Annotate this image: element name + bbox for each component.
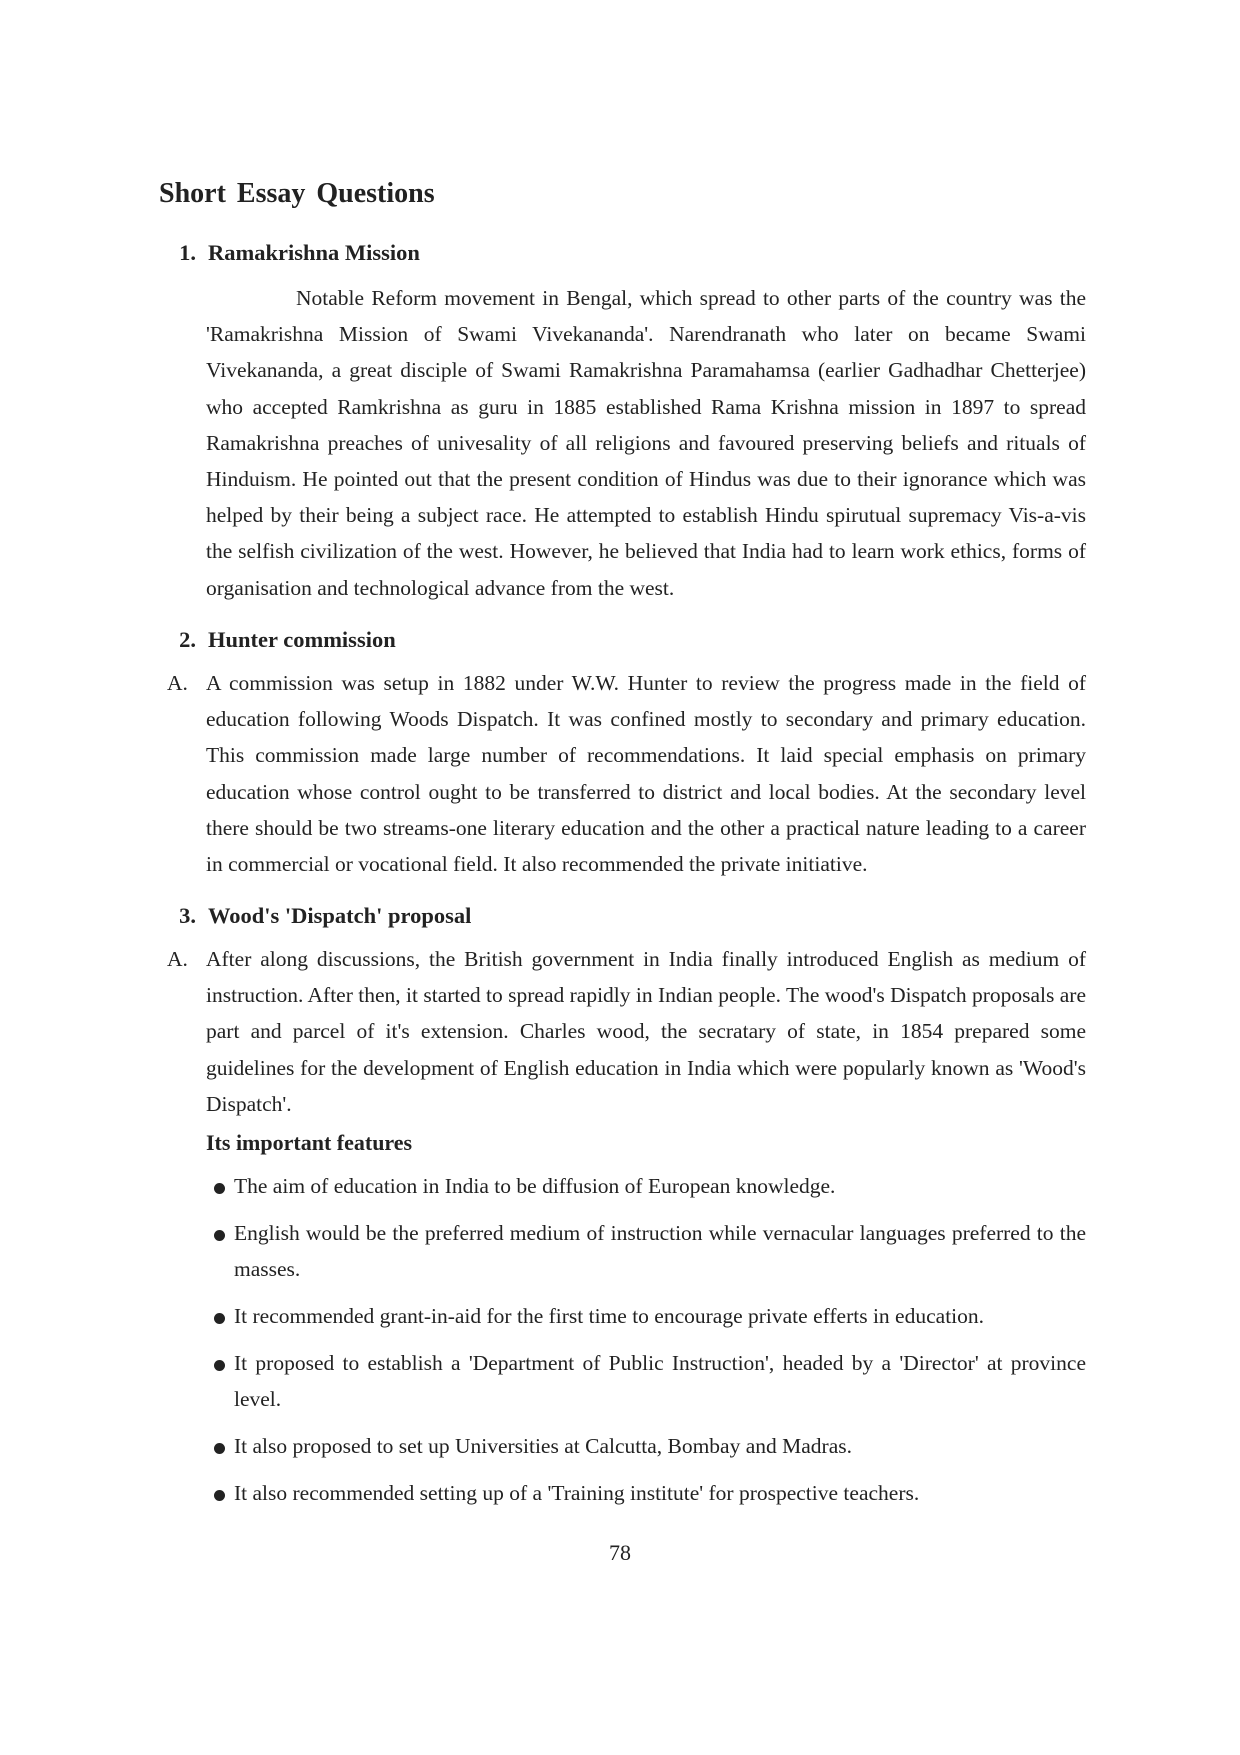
question-1-number: 1. xyxy=(179,240,196,265)
features-list xyxy=(206,1168,1086,1522)
list-item-text: The aim of education in India to be diffusion of European knowledge. xyxy=(234,1174,836,1198)
list-item xyxy=(206,1298,1086,1334)
list-item xyxy=(206,1168,1086,1204)
question-2-number: 2. xyxy=(179,627,196,652)
question-2-title xyxy=(159,627,396,653)
question-3-title-text: Wood's 'Dispatch' proposal xyxy=(208,903,472,928)
list-item xyxy=(206,1475,1086,1511)
question-1-answer: Notable Reform movement in Bengal, which spread to other parts of the country was the 'Ramakrishna Mission of Swami Vivekananda'. Narendranath who later on became Swami Vivekananda, a great disciple of Swami Ramakrishna Paramahamsa (earlier Gadhadhar Chetterjee) who accepted Ramkrishna as guru in 1885 established Rama Krishna mission in 1897 to spread Ramakrishna preaches of univesality of all religions and favoured preserving beliefs and rituals of Hinduism. He pointed out that the present condition of Hindus was due to their ignorance which was helped by their being a subject race. He attempted to establish Hindu spirutual supremacy Vis-a-vis the selfish civilization of the west. However, he believed that India had to learn work ethics, forms of organisation and technological advance from the west. xyxy=(206,286,1086,600)
list-item xyxy=(206,1428,1086,1464)
list-item xyxy=(206,1345,1086,1417)
features-heading: Its important features xyxy=(206,1130,413,1155)
question-2-title-text: Hunter commission xyxy=(208,627,396,652)
list-item-text: It proposed to establish a 'Department of Public Instruction', headed by a 'Director' at province level. xyxy=(234,1351,1086,1411)
question-1-title-text: Ramakrishna Mission xyxy=(208,240,420,265)
bullet-icon xyxy=(214,1443,225,1454)
list-item-text: It recommended grant-in-aid for the first time to encourage private efferts in education. xyxy=(234,1304,985,1328)
bullet-icon xyxy=(214,1490,225,1501)
question-1-title xyxy=(159,240,420,266)
bullet-icon xyxy=(214,1230,225,1241)
bullet-icon xyxy=(214,1183,225,1194)
list-item-text: It also proposed to set up Universities at Calcutta, Bombay and Madras. xyxy=(234,1434,852,1458)
list-item-text: It also recommended setting up of a 'Training institute' for prospective teachers. xyxy=(234,1481,920,1505)
question-3-answer-marker: A. xyxy=(167,947,188,971)
list-item-text: English would be the preferred medium of instruction while vernacular languages preferred to the masses. xyxy=(234,1221,1086,1281)
question-2-answer-marker: A. xyxy=(167,671,188,695)
bullet-icon xyxy=(214,1360,225,1371)
page-number: 78 xyxy=(609,1540,631,1565)
question-2-answer: A commission was setup in 1882 under W.W. Hunter to review the progress made in the field of education following Woods Dispatch. It was confined mostly to secondary and primary education. This commission made large number of recommendations. It laid special emphasis on primary education whose control ought to be transferred to district and local bodies. At the secondary level there should be two streams-one literary education and the other a practical nature leading to a career in commercial or vocational field. It also recommended the private initiative. xyxy=(206,671,1086,877)
section-heading: Short Essay Questions xyxy=(159,178,435,209)
list-item xyxy=(206,1215,1086,1287)
question-3-title xyxy=(159,903,471,929)
question-3-answer: After along discussions, the British government in India finally introduced English as medium of instruction. After then, it started to spread rapidly in Indian people. The wood's Dispatch proposals are part and parcel of it's extension. Charles wood, the secratary of state, in 1854 prepared some guidelines for the development of English education in India which were popularly known as 'Wood's Dispatch'. xyxy=(206,947,1086,1116)
bullet-icon xyxy=(214,1313,225,1324)
question-3-number: 3. xyxy=(179,903,196,928)
